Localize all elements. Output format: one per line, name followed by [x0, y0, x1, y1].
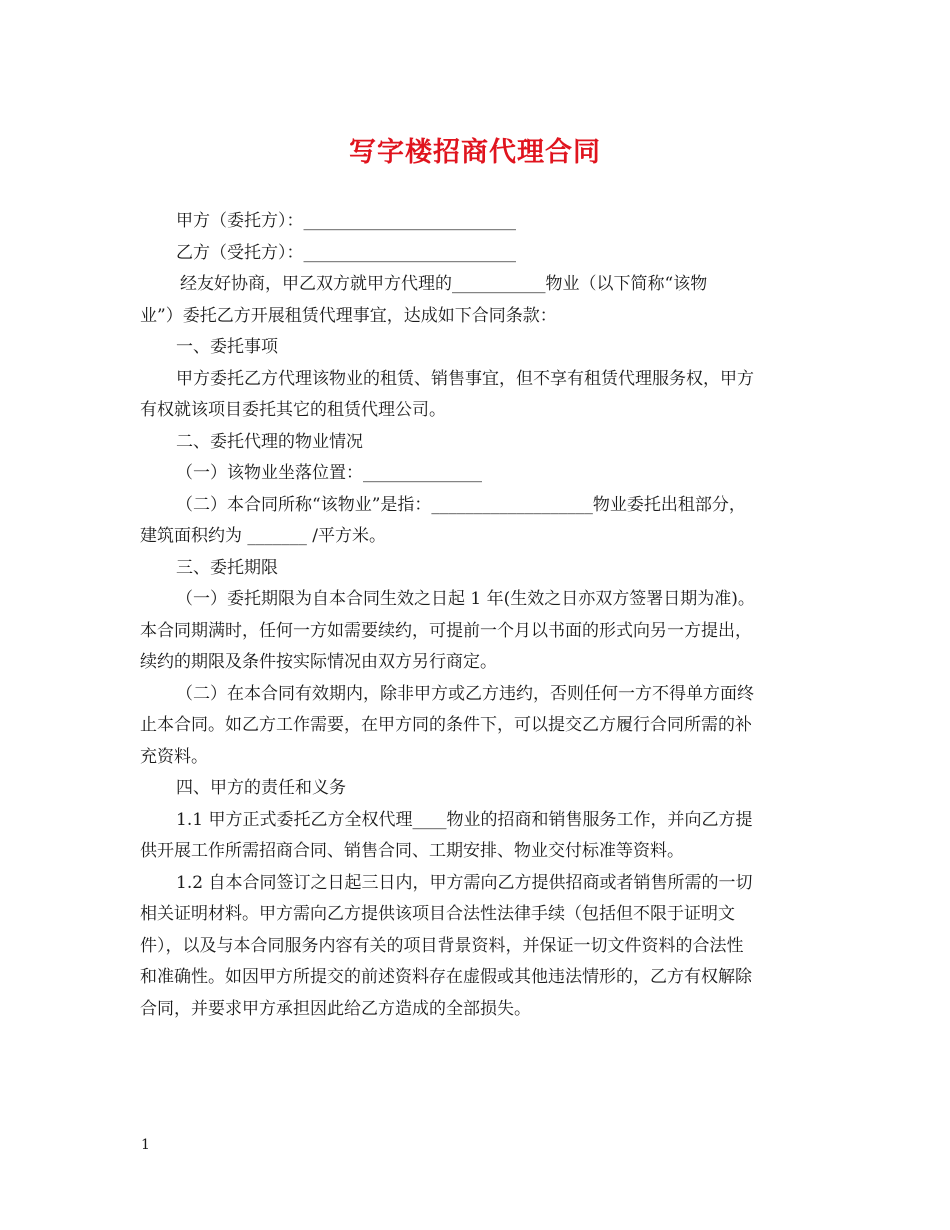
- paragraph-line: 乙方（受托方）：_________________________: [176, 242, 516, 263]
- paragraph-line: 充资料。: [140, 746, 208, 767]
- paragraph-line: 件），以及与本合同服务内容有关的项目背景资料，并保证一切文件资料的合法性: [140, 935, 744, 956]
- paragraph-line: 三、委托期限: [176, 557, 278, 578]
- page-number: 1: [141, 1137, 150, 1153]
- paragraph-line: 甲方（委托方）：_________________________: [176, 211, 516, 231]
- paragraph-line: （二）本合同所称“该物业”是指：___________________物业委托出租部分，: [176, 494, 746, 515]
- paragraph-line: 和准确性。如因甲方所提交的前述资料存在虚假或其他违法情形的，乙方有权解除: [140, 967, 752, 987]
- paragraph-line: 1.2 自本合同签订之日起三日内，甲方需向乙方提供招商或者销售所需的一切: [176, 872, 753, 893]
- paragraph-line: 甲方委托乙方代理该物业的租赁、销售事宜，但不享有租赁代理服务权，甲方: [176, 368, 754, 389]
- paragraph-line: 续约的期限及条件按实际情况由双方另行商定。: [140, 652, 497, 672]
- paragraph-line: 相关证明材料。甲方需向乙方提供该项目合法性法律手续（包括但不限于证明文: [140, 904, 735, 924]
- paragraph-line: 1.1 甲方正式委托乙方全权代理____物业的招商和销售服务工作，并向乙方提: [176, 809, 753, 830]
- paragraph-line: 合同，并要求甲方承担因此给乙方造成的全部损失。: [140, 998, 531, 1019]
- paragraph-line: （一）委托期限为自本合同生效之日起 1 年(生效之日亦双方签署日期为准)。: [176, 589, 755, 609]
- paragraph-line: 一、委托事项: [176, 337, 278, 357]
- paragraph-line: 二、委托代理的物业情况: [176, 431, 363, 452]
- paragraph-line: 有权就该项目委托其它的租赁代理公司。: [140, 400, 446, 420]
- paragraph-line: （一）该物业坐落位置：______________: [176, 463, 482, 483]
- paragraph-line: 建筑面积约为 _______ /平方米。: [140, 526, 387, 546]
- document-title: 写字楼招商代理合同: [349, 137, 601, 168]
- paragraph-line: 供开展工作所需招商合同、销售合同、工期安排、物业交付标准等资料。: [140, 841, 684, 861]
- paragraph-line: 四、甲方的责任和义务: [176, 778, 346, 798]
- paragraph-line: 本合同期满时，任何一方如需要续约，可提前一个月以书面的形式向另一方提出，: [140, 620, 752, 641]
- paragraph-line: 止本合同。如乙方工作需要，在甲方同的条件下，可以提交乙方履行合同所需的补: [140, 715, 752, 735]
- contract-body: [140, 206, 815, 1025]
- paragraph-line: （二）在本合同有效期内，除非甲方或乙方违约，否则任何一方不得单方面终: [176, 683, 754, 704]
- paragraph-line: 经友好协商，甲乙双方就甲方代理的___________物业（以下简称“该物: [180, 274, 708, 294]
- paragraph-line: 业”）委托乙方开展租赁代理事宜，达成如下合同条款：: [140, 305, 557, 326]
